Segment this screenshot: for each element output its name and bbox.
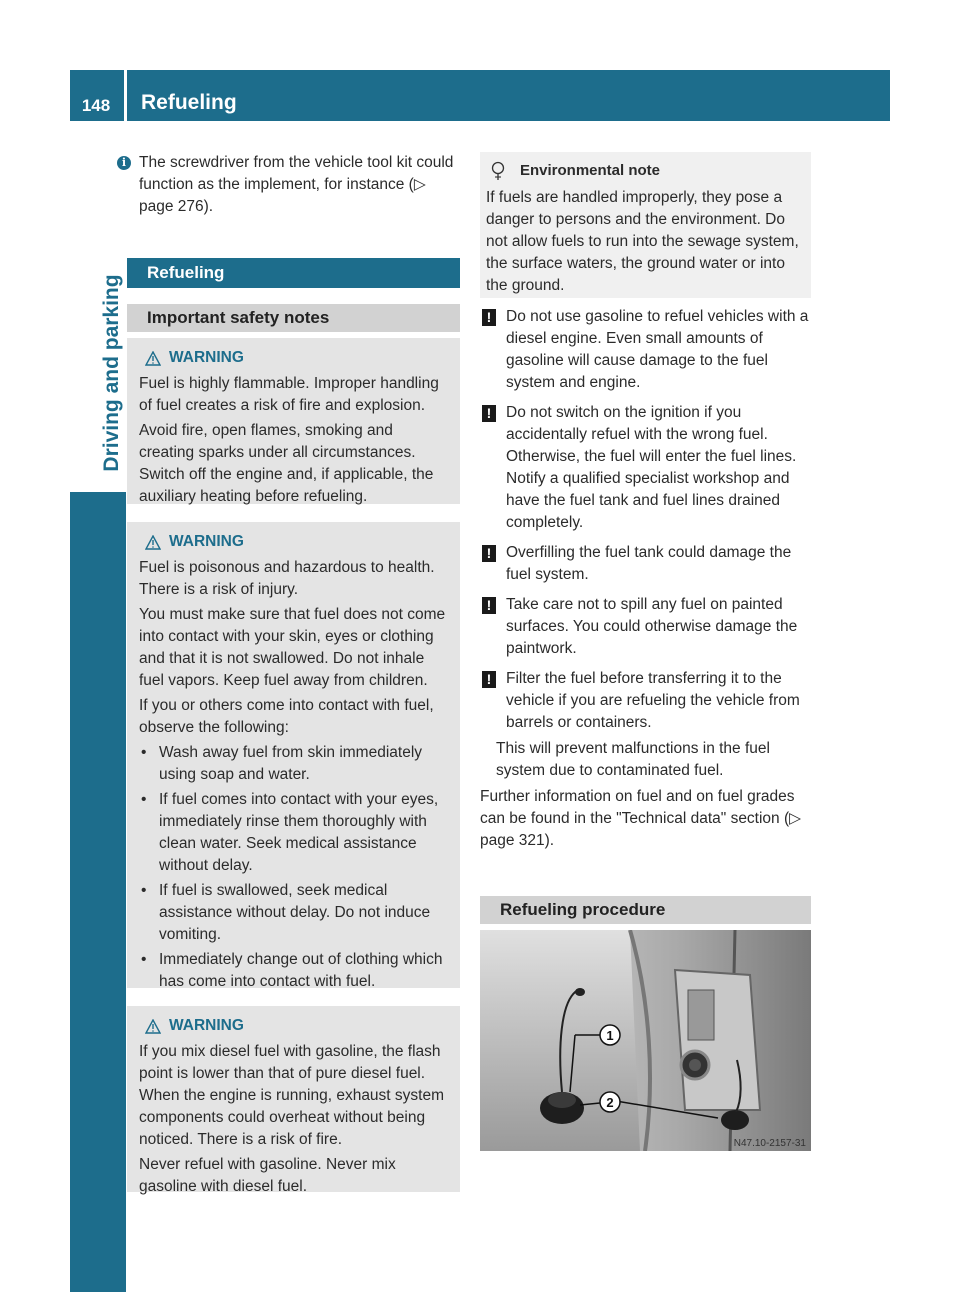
right-column [480,152,811,852]
warning-paragraph: Fuel is highly flammable. Improper handling of fuel creates a risk of fire and explosion. [139,375,439,414]
caution-item: ! Do not switch on the ignition if you accidentally refuel with the wrong fuel. Otherwise, the fuel will enter the fuel lines. Notify a qualified specialist workshop and have the fuel tank and fuel lines drained completely. [480,402,811,534]
page-number: 148 [81,96,111,115]
info-icon: i [117,156,131,170]
warning-paragraph: If you mix diesel fuel with gasoline, the flash point is lower than that of pure diesel fuel. When the engine is running, exhaust system components could overheat without being noticed. There is a risk of fire. [139,1043,445,1148]
warning-box-poison [127,522,460,988]
figure-code: N47.10-2157-31 [733,1138,806,1149]
caution-extra-text: This will prevent malfunctions in the fuel system due to contaminated fuel. [496,740,770,779]
procedure-heading: Refueling procedure [480,896,811,924]
lightbulb-icon [490,161,506,181]
callout-1 [600,1025,620,1045]
exclamation-icon: ! [482,597,496,614]
list-item: • Wash away fuel from skin immediately using soap and water. [141,744,423,783]
info-note-text: The screwdriver from the vehicle tool kit could function as the implement, for instance (▷ page 276). [139,154,454,215]
environmental-note-title: Environmental note [520,162,661,179]
list-item: • If fuel is swallowed, seek medical assistance without delay. Do not induce vomiting. [141,882,431,943]
warning-paragraph: Fuel is poisonous and hazardous to health. There is a risk of injury. [139,559,435,598]
warning-box-fire [127,338,460,504]
svg-text:1: 1 [606,1028,614,1043]
warning-paragraph: If you or others come into contact with fuel, observe the following: [139,697,434,736]
left-column [115,152,460,1195]
callout-2 [600,1092,620,1112]
warning-triangle-icon [145,1019,161,1034]
fuel-filler-photo [480,930,811,1151]
further-info-text: Further information on fuel and on fuel grades can be found in the "Technical data" section (▷ page 321). [480,788,802,849]
list-item: • If fuel comes into contact with your eyes, immediately rinse them thoroughly with clean water. Seek medical assistance without delay. [141,791,439,874]
warning-paragraph: Never refuel with gasoline. Never mix gasoline with diesel fuel. [139,1156,396,1195]
section-heading: Refueling [127,258,460,288]
warning-box-mixing [127,1006,460,1195]
chapter-tab-label: Driving and parking [100,274,123,472]
caution-item: ! Filter the fuel before transferring it to the vehicle if you are refueling the vehicle from barrels or containers. [480,668,811,734]
exclamation-icon: ! [482,671,496,688]
caution-item: ! Do not use gasoline to refuel vehicles with a diesel engine. Even small amounts of gasoline will cause damage to the fuel system and engine. [480,306,811,394]
warning-triangle-icon [145,535,161,550]
page-title: Refueling [141,91,237,114]
warning-title: WARNING [169,533,244,550]
environmental-note-text: If fuels are handled improperly, they pose a danger to persons and the environment. Do not allow fuels to run into the sewage system, the surface waters, the ground water or into the ground. [486,189,799,294]
subsection-heading: Important safety notes [127,304,460,332]
warning-title: WARNING [169,349,244,366]
warning-paragraph: Avoid fire, open flames, smoking and creating sparks under all circumstances. Switch off the engine and, if applicable, the auxiliary heating before refueling. [139,422,434,505]
warning-paragraph: You must make sure that fuel does not come into contact with your skin, eyes or clothing and that it is not swallowed. Do not inhale fuel vapors. Keep fuel away from children. [139,606,446,689]
list-item: • Immediately change out of clothing which has come into contact with fuel. [141,951,443,990]
info-note [115,152,460,244]
caution-item: ! Overfilling the fuel tank could damage the fuel system. [480,542,811,586]
caution-item: ! Take care not to spill any fuel on painted surfaces. You could otherwise damage the paintwork. [480,594,811,660]
exclamation-icon: ! [482,405,496,422]
exclamation-icon: ! [482,309,496,326]
exclamation-icon: ! [482,545,496,562]
header-divider [124,70,127,121]
warning-title: WARNING [169,1017,244,1034]
warning-triangle-icon [145,351,161,366]
svg-text:2: 2 [606,1095,614,1110]
environmental-note [480,152,811,298]
